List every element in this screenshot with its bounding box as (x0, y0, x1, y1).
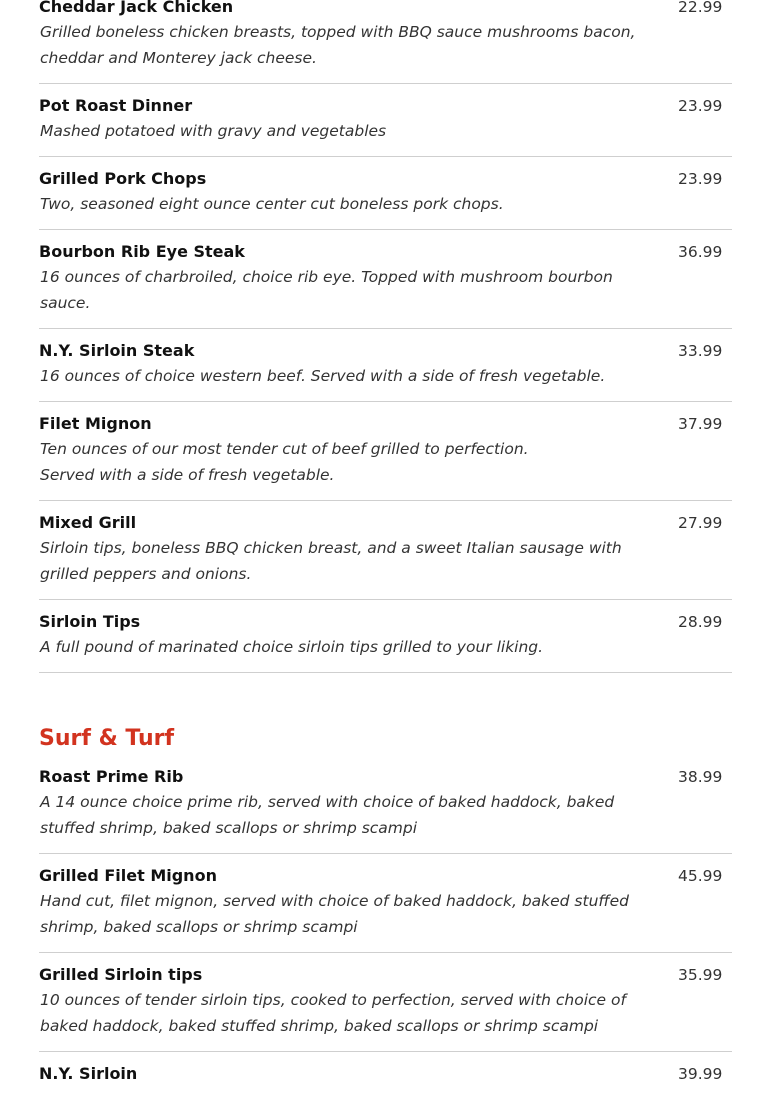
menu-item-description: A 14 ounce choice prime rib, served with choice of baked haddock, baked stuffed shrimp, baked scallops or shrimp scampi (40, 793, 615, 837)
menu-item (39, 414, 732, 501)
menu-item-description: 16 ounces of charbroiled, choice rib eye. Topped with mushroom bourbon sauce. (40, 268, 613, 312)
menu-item (39, 612, 732, 673)
section-title-surf-turf: Surf & Turf (39, 726, 175, 751)
menu-item (39, 513, 732, 600)
menu-item (39, 341, 732, 402)
menu-item-price: 39.99 (678, 1065, 723, 1083)
menu-item-description: Ten ounces of our most tender cut of beef grilled to perfection. Served with a side of fresh vegetable. (40, 440, 529, 484)
menu-item-price: 37.99 (678, 415, 723, 433)
menu-item-name: Filet Mignon (39, 414, 152, 433)
menu-item-price: 45.99 (678, 867, 723, 885)
menu-item-price: 33.99 (678, 342, 723, 360)
menu-item-description: 16 ounces of choice western beef. Served with a side of fresh vegetable. (40, 367, 606, 385)
menu-item-name: Grilled Filet Mignon (39, 866, 217, 885)
menu-item-price: 23.99 (678, 170, 723, 188)
menu-item-price: 28.99 (678, 613, 723, 631)
menu-item (39, 96, 732, 157)
menu-item-name: Bourbon Rib Eye Steak (39, 242, 245, 261)
menu-item (39, 169, 732, 230)
menu-item-description: Hand cut, filet mignon, served with choice of baked haddock, baked stuffed shrimp, baked scallops or shrimp scampi (40, 892, 629, 936)
menu-item-price: 35.99 (678, 966, 723, 984)
menu-item-name: Cheddar Jack Chicken (39, 0, 234, 16)
menu-item-description: Grilled boneless chicken breasts, topped with BBQ sauce mushrooms bacon, cheddar and Monterey jack cheese. (40, 23, 636, 67)
menu-item-name: N.Y. Sirloin (39, 1064, 138, 1083)
menu-item (39, 1064, 732, 1093)
menu-item-name: N.Y. Sirloin Steak (39, 341, 195, 360)
menu-item (39, 0, 732, 84)
menu-item-name: Pot Roast Dinner (39, 96, 193, 115)
menu-item-price: 38.99 (678, 768, 723, 786)
menu-item-name: Grilled Pork Chops (39, 169, 207, 188)
menu-item-name: Grilled Sirloin tips (39, 965, 203, 984)
menu-item (39, 866, 732, 953)
menu-item-description: A full pound of marinated choice sirloin tips grilled to your liking. (40, 638, 544, 656)
menu-item (39, 965, 732, 1052)
menu-item-price: 22.99 (678, 0, 723, 16)
menu-item-name: Roast Prime Rib (39, 767, 184, 786)
menu-item (39, 767, 732, 854)
menu-item-name: Mixed Grill (39, 513, 137, 532)
menu-item-description: Mashed potatoed with gravy and vegetables (40, 122, 387, 140)
menu-item-price: 23.99 (678, 97, 723, 115)
menu-item-price: 27.99 (678, 514, 723, 532)
menu-item (39, 242, 732, 329)
menu-item-description: Sirloin tips, boneless BBQ chicken breast, and a sweet Italian sausage with grilled peppers and onions. (40, 539, 622, 583)
menu-item-description: 10 ounces of tender sirloin tips, cooked to perfection, served with choice of baked haddock, baked stuffed shrimp, baked scallops or shrimp scampi (40, 991, 626, 1035)
menu-item-price: 36.99 (678, 243, 723, 261)
menu-item-name: Sirloin Tips (39, 612, 141, 631)
menu-item-description: Two, seasoned eight ounce center cut boneless pork chops. (40, 195, 504, 213)
